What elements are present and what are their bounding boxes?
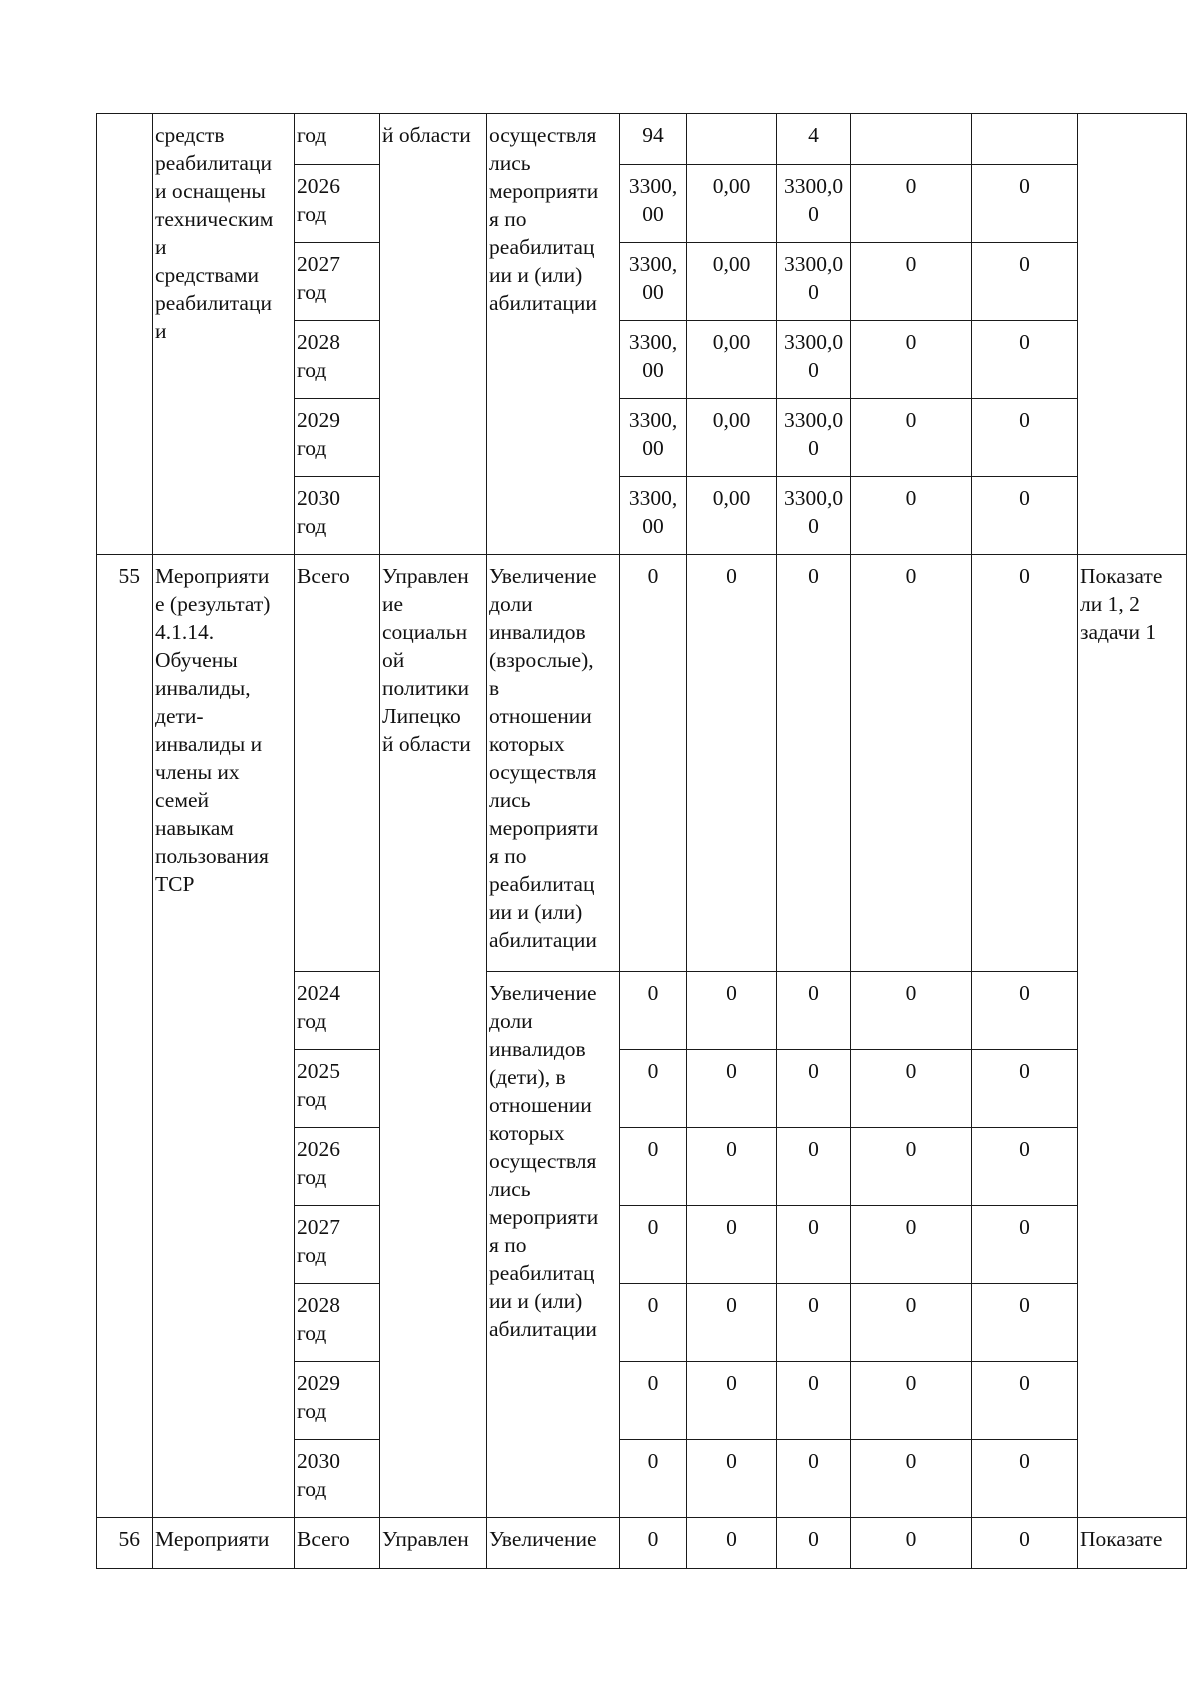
- value-cell: 0: [972, 1050, 1078, 1128]
- value-cell: 0,00: [687, 243, 777, 321]
- value-cell: 0: [687, 1518, 777, 1569]
- event-name-cell: Мероприяти е (результат) 4.1.14. Обучены инвалиды, дети- инвалиды и члены их семей навыкам пользования ТСР: [153, 555, 295, 1518]
- year-cell: 2027 год: [295, 1206, 380, 1284]
- year-cell: 2028 год: [295, 321, 380, 399]
- value-cell: 3300,0 0: [777, 477, 851, 555]
- value-cell: 0,00: [687, 165, 777, 243]
- value-cell: 0: [620, 1518, 687, 1569]
- year-cell: 2029 год: [295, 399, 380, 477]
- value-cell: 0: [972, 477, 1078, 555]
- value-cell: 0: [777, 972, 851, 1050]
- value-cell: 0: [687, 555, 777, 972]
- value-cell: 0: [620, 1128, 687, 1206]
- value-cell: 0: [851, 321, 972, 399]
- year-cell: 2026 год: [295, 165, 380, 243]
- value-cell: 0: [777, 1362, 851, 1440]
- value-cell: 4: [777, 114, 851, 165]
- value-cell: 0: [777, 1518, 851, 1569]
- number-cell: 56: [97, 1518, 153, 1569]
- value-cell: 3300, 00: [620, 165, 687, 243]
- value-cell: 0,00: [687, 477, 777, 555]
- value-cell: 0: [620, 1206, 687, 1284]
- year-cell: 2028 год: [295, 1284, 380, 1362]
- value-cell: 0: [687, 1284, 777, 1362]
- value-cell: 3300,0 0: [777, 165, 851, 243]
- value-cell: 94: [620, 114, 687, 165]
- value-cell: 0: [851, 477, 972, 555]
- value-cell: 0: [972, 321, 1078, 399]
- value-cell: 0: [972, 1440, 1078, 1518]
- executor-cell: Управлен: [380, 1518, 487, 1569]
- indicator-cell: Увеличение доли инвалидов (взрослые), в отношении которых осуществля лись мероприяти я по реабилитац ии и (или) абилитации: [487, 555, 620, 972]
- value-cell: [851, 114, 972, 165]
- value-cell: 0: [851, 972, 972, 1050]
- value-cell: 0: [777, 1050, 851, 1128]
- value-cell: [687, 114, 777, 165]
- value-cell: 0: [972, 1206, 1078, 1284]
- value-cell: 0: [777, 1128, 851, 1206]
- value-cell: 0: [972, 1518, 1078, 1569]
- value-cell: 0: [777, 1284, 851, 1362]
- value-cell: 3300, 00: [620, 477, 687, 555]
- value-cell: 0: [777, 1440, 851, 1518]
- year-cell: Всего: [295, 555, 380, 972]
- value-cell: 0: [687, 1440, 777, 1518]
- value-cell: 3300,0 0: [777, 243, 851, 321]
- value-cell: 0: [972, 1128, 1078, 1206]
- value-cell: 0: [851, 1206, 972, 1284]
- value-cell: [972, 114, 1078, 165]
- year-cell: 2030 год: [295, 477, 380, 555]
- executor-cell: Управлен ие социальн ой политики Липецко й области: [380, 555, 487, 1518]
- value-cell: 0: [851, 243, 972, 321]
- value-cell: 0: [687, 1050, 777, 1128]
- value-cell: 0: [972, 243, 1078, 321]
- year-cell: 2027 год: [295, 243, 380, 321]
- value-cell: 0: [851, 399, 972, 477]
- value-cell: 0: [620, 555, 687, 972]
- number-cell: 55: [97, 555, 153, 1518]
- value-cell: 0: [972, 1362, 1078, 1440]
- value-cell: 3300, 00: [620, 399, 687, 477]
- executor-cell: й области: [380, 114, 487, 555]
- value-cell: 0: [620, 1440, 687, 1518]
- year-cell: 2026 год: [295, 1128, 380, 1206]
- value-cell: 0: [851, 1284, 972, 1362]
- year-cell: год: [295, 114, 380, 165]
- year-cell: 2024 год: [295, 972, 380, 1050]
- value-cell: 3300, 00: [620, 321, 687, 399]
- value-cell: 0,00: [687, 321, 777, 399]
- value-cell: 0: [687, 972, 777, 1050]
- table-row: [97, 555, 1187, 972]
- value-cell: 0,00: [687, 399, 777, 477]
- year-cell: Всего: [295, 1518, 380, 1569]
- value-cell: 0: [620, 1050, 687, 1128]
- value-cell: 0: [851, 1050, 972, 1128]
- value-cell: 0: [972, 1284, 1078, 1362]
- value-cell: 0: [972, 972, 1078, 1050]
- value-cell: 0: [851, 1128, 972, 1206]
- number-cell: [97, 114, 153, 555]
- value-cell: 0: [687, 1206, 777, 1284]
- year-cell: 2025 год: [295, 1050, 380, 1128]
- tasks-cell: [1078, 114, 1187, 555]
- value-cell: 0: [972, 399, 1078, 477]
- value-cell: 0: [620, 1362, 687, 1440]
- tasks-cell: Показате: [1078, 1518, 1187, 1569]
- value-cell: 0: [777, 1206, 851, 1284]
- year-cell: 2030 год: [295, 1440, 380, 1518]
- value-cell: 3300,0 0: [777, 399, 851, 477]
- value-cell: 0: [851, 1362, 972, 1440]
- value-cell: 0: [777, 555, 851, 972]
- indicator-cell: Увеличение доли инвалидов (дети), в отношении которых осуществля лись мероприяти я по реабилитац ии и (или) абилитации: [487, 972, 620, 1518]
- value-cell: 0: [851, 1518, 972, 1569]
- table-row: [97, 114, 1187, 165]
- value-cell: 0: [851, 555, 972, 972]
- value-cell: 0: [687, 1362, 777, 1440]
- value-cell: 0: [851, 1440, 972, 1518]
- value-cell: 0: [851, 165, 972, 243]
- value-cell: 3300, 00: [620, 243, 687, 321]
- value-cell: 0: [620, 972, 687, 1050]
- value-cell: 3300,0 0: [777, 321, 851, 399]
- event-name-cell: средств реабилитаци и оснащены техническим и средствами реабилитаци и: [153, 114, 295, 555]
- value-cell: 0: [620, 1284, 687, 1362]
- program-table: [96, 113, 1187, 1569]
- year-cell: 2029 год: [295, 1362, 380, 1440]
- indicator-cell: осуществля лись мероприяти я по реабилитац ии и (или) абилитации: [487, 114, 620, 555]
- table-row: [97, 1518, 1187, 1569]
- indicator-cell: Увеличение: [487, 1518, 620, 1569]
- value-cell: 0: [972, 555, 1078, 972]
- value-cell: 0: [972, 165, 1078, 243]
- value-cell: 0: [687, 1128, 777, 1206]
- tasks-cell: Показате ли 1, 2 задачи 1: [1078, 555, 1187, 1518]
- event-name-cell: Мероприяти: [153, 1518, 295, 1569]
